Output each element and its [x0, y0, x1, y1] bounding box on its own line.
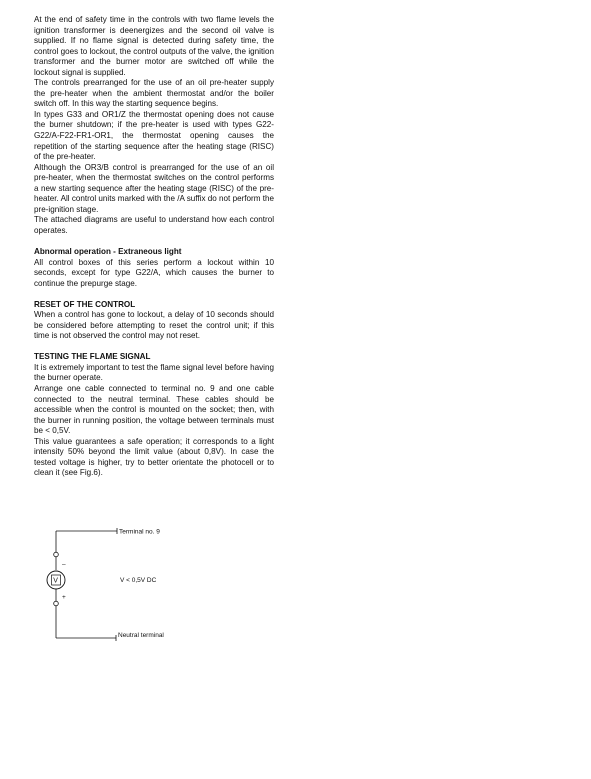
intro-paragraph-3: In types G33 and OR1/Z the thermostat opening does not cause the burner shutdown; if the pre-heater is used with types G22-G22/A-F22-FR1-OR1, the thermostat opening causes the repetition of the starting sequence after the heating stage (RISC) of the pre-heater. — [34, 109, 274, 162]
testing-text-1: It is extremely important to test the flame signal level before having the burner operate. — [34, 362, 274, 383]
minus-sign: – — [62, 561, 66, 568]
testing-text-2: Arrange one cable connected to terminal no. 9 and one cable connected to the neutral terminal. These cables should be accessible when the control is mounted on the socket; then, with the burner in running position, the voltage between terminals must be < 0,5V. — [34, 384, 274, 436]
voltmeter-symbol: V — [53, 577, 58, 585]
section-heading-reset: RESET OF THE CONTROL — [34, 299, 136, 309]
abnormal-operation-text: All control boxes of this series perform a lockout within 10 seconds, except for type G22/A, which causes the burner to continue the prepurge stage. — [34, 257, 274, 288]
voltage-label: V < 0,5V DC — [120, 577, 157, 584]
intro-paragraph-1: At the end of safety time in the controls with two flame levels the ignition transformer is deenergizes and the second oil valve is supplied. If no flame signal is detected during safety time, the control goes to lockout, the control outputs of the valve, the ignition transformer and the burner motor are switched off while the lockout signal is supplied. — [34, 15, 274, 77]
testing-text-3: This value guarantees a safe operation; it corresponds to a light intensity 50% beyond the limit value (about 0,8V). In case the tested voltage is higher, try to better orientate the photocell or to clean it (see Fig.6). — [34, 436, 274, 478]
connector-bottom — [54, 601, 59, 606]
intro-paragraph-5: The attached diagrams are useful to understand how each control operates. — [34, 215, 274, 235]
plus-sign: + — [62, 594, 66, 601]
section-heading-testing-flame-signal: TESTING THE FLAME SIGNAL — [34, 352, 151, 362]
flame-signal-test-diagram — [40, 522, 240, 647]
section-heading-abnormal-operation: Abnormal operation - Extraneous light — [34, 246, 182, 256]
reset-text: When a control has gone to lockout, a delay of 10 seconds should be considered before attempting to reset the control unit; if this time is not observed the control may not reset. — [34, 310, 274, 341]
neutral-terminal-label: Neutral terminal — [118, 632, 164, 639]
intro-paragraph-2: The controls prearranged for the use of an oil pre-heater supply the pre-heater when the ambient thermostat and/or the boiler switch off. In this way the starting sequence begins. — [34, 78, 274, 109]
terminal-9-label: Terminal no. 9 — [119, 528, 160, 536]
text-column — [34, 15, 274, 479]
connector-top — [54, 552, 59, 557]
intro-paragraph-4: Although the OR3/B control is prearranged for the use of an oil pre-heater, when the thermostat switches on the control performs a new starting sequence after the heating stage (RISC) of the pre-heater. All control units marked with the /A suffix do not perform the pre-ignition stage. — [34, 162, 274, 214]
